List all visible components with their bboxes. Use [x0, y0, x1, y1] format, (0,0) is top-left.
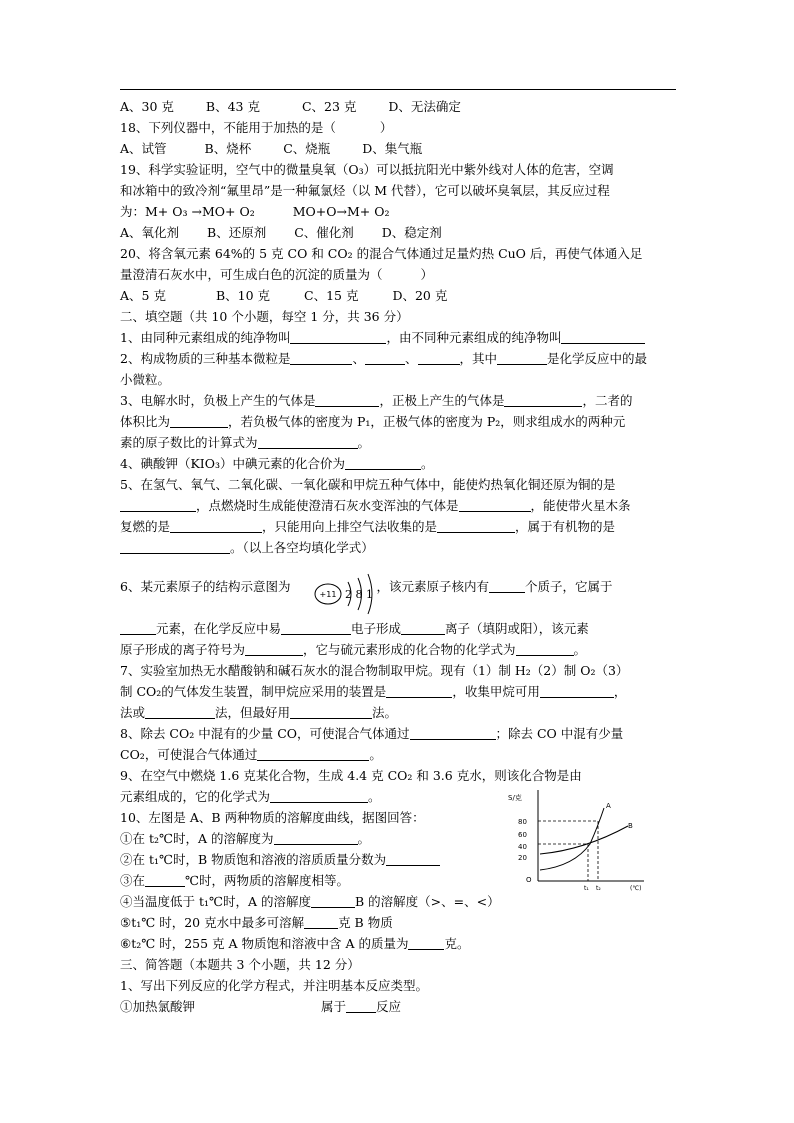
answer-blank[interactable]: [437, 520, 515, 533]
text: 。: [421, 456, 434, 471]
answer-blank[interactable]: [386, 853, 440, 866]
answer-blank[interactable]: [290, 352, 352, 365]
text: 2、构成物质的三种基本微粒是: [120, 351, 291, 366]
t1-label: t₁: [584, 885, 589, 892]
short-answer-1: 1、写出下列反应的化学方程式，并注明基本反应类型。: [120, 978, 428, 993]
option-c: C、催化剂: [294, 225, 354, 240]
text: 1、由同种元素组成的纯净物叫: [120, 330, 291, 345]
fill-10-6: [120, 935, 470, 953]
text: 离子（填阴或阳），该元素: [445, 621, 589, 636]
paren-close: ）: [420, 267, 434, 282]
t2-label: t₂: [596, 885, 601, 892]
answer-blank[interactable]: [408, 937, 444, 950]
text: 。: [369, 747, 382, 762]
text: ，: [613, 684, 627, 699]
answer-blank[interactable]: [170, 415, 228, 428]
fill-1: [120, 329, 645, 347]
option-b: B、10 克: [215, 288, 271, 303]
short-answer-1a: [120, 998, 401, 1016]
shell-electrons: 2 8 1: [345, 588, 373, 601]
text: ，它与硫元素形成的化合物的化学式为: [303, 642, 516, 657]
answer-blank[interactable]: [346, 1000, 376, 1013]
fill-5: 5、在氢气、氧气、二氧化碳、一氧化碳和甲烷五种气体中，能使灼热氧化铜还原为铜的是: [120, 477, 616, 492]
answer-blank[interactable]: [170, 520, 262, 533]
answer-blank[interactable]: [270, 790, 368, 803]
header-rule: [120, 89, 676, 90]
text: ，属于有机物的是: [515, 519, 616, 534]
fill-9-line2: [120, 788, 381, 806]
answer-blank[interactable]: [281, 622, 351, 635]
x-axis-unit: (℃): [630, 885, 642, 892]
answer-blank[interactable]: [410, 727, 496, 740]
text: 。: [357, 831, 371, 846]
option-b: B、烧杯: [204, 141, 252, 156]
text: 是化学反应中的最: [547, 351, 648, 366]
answer-blank[interactable]: [245, 643, 303, 656]
curve-a-label: A: [606, 802, 611, 810]
text: ⑥t₂℃ 时，255 克 A 物质饱和溶液中含 A 的质量为: [120, 936, 409, 951]
answer-blank[interactable]: [386, 685, 452, 698]
text: ④当温度低于 t₁℃时，A 的溶解度: [120, 894, 311, 909]
fill-5-line2: [120, 497, 631, 515]
text: 属于: [321, 999, 347, 1014]
question-text: 18、下列仪器中，不能用于加热的是（: [120, 120, 336, 135]
fill-2: [120, 350, 647, 368]
y-tick-label: 60: [518, 831, 527, 839]
answer-blank[interactable]: [120, 622, 156, 635]
fill-10: 10、左图是 A、B 两种物质的溶解度曲线，据图回答：: [120, 810, 425, 825]
q18-stem: [120, 119, 392, 137]
y-tick-label: 40: [518, 843, 527, 851]
fill-9: 9、在空气中燃烧 1.6 克某化合物，生成 4.4 克 CO₂ 和 3.6 克水，则该化合物是由: [120, 768, 582, 783]
answer-blank[interactable]: [258, 436, 358, 449]
text: 6、某元素原子的结构示意图为: [120, 579, 291, 594]
atom-structure-diagram: [312, 570, 392, 616]
option-a: A、5 克: [120, 288, 166, 303]
fill-10-2: [120, 851, 440, 869]
fill-3: [120, 392, 633, 410]
text: 。: [573, 642, 587, 657]
text: 、: [404, 351, 418, 366]
option-a: A、氧化剂: [120, 225, 180, 240]
q19-line2: 和冰箱中的致冷剂“氟里昂”是一种氟氯烃（以 M 代替），它可以破坏臭氧层，其反应过程: [120, 183, 610, 198]
text: 素的原子数比的计算式为: [120, 435, 258, 450]
fill-5-line3: [120, 518, 615, 536]
curve-b-label: B: [628, 822, 633, 830]
text: 。（以上各空均填化学式）: [230, 540, 374, 555]
answer-blank[interactable]: [345, 457, 421, 470]
answer-blank[interactable]: [311, 895, 355, 908]
text: ①在 t₂℃时，A 的溶解度为: [120, 831, 274, 846]
option-d: D、稳定剂: [381, 225, 442, 240]
q17-options: [120, 98, 461, 116]
text: 克。: [444, 936, 470, 951]
text: ，收集甲烷可用: [452, 684, 540, 699]
answer-blank[interactable]: [304, 916, 338, 929]
origin-label: O: [526, 876, 532, 884]
text: ，其中: [459, 351, 498, 366]
text: 法。: [372, 705, 398, 720]
text: ，点燃烧时生成能使澄清石灰水变浑浊的气体是: [196, 498, 459, 513]
fill-10-3: [120, 872, 349, 890]
answer-blank[interactable]: [459, 499, 531, 512]
curve-a: [540, 808, 604, 870]
text: ，只能用向上排空气法收集的是: [262, 519, 438, 534]
q18-options: [120, 140, 422, 158]
text: ，若负极气体的密度为 P₁，正极气体的密度为 P₂，则求组成水的两种元: [228, 414, 626, 429]
q20-line2: [120, 266, 433, 284]
fill-5-line4: [120, 539, 374, 557]
text: ，能使带火星木条: [530, 498, 631, 513]
q19-line1: 19、科学实验证明，空气中的微量臭氧（O₃）可以抵抗阳光中紫外线对人体的危害，空调: [120, 162, 614, 177]
text: ；除去 CO 中混有少量: [495, 726, 624, 741]
fill-6-line2: [120, 620, 589, 638]
text: B 的溶解度（>、=、<）: [355, 894, 500, 909]
text: 法，但最好用: [215, 705, 291, 720]
text: 。: [368, 789, 381, 804]
nucleus-charge: +11: [319, 590, 337, 599]
answer-blank[interactable]: [274, 832, 358, 845]
fill-4: [120, 455, 434, 473]
option-b: B、还原剂: [207, 225, 267, 240]
text: ，由不同种元素组成的纯净物叫: [386, 330, 562, 345]
text: 电子形成: [351, 621, 402, 636]
text: 3、电解水时，负极上产生的气体是: [120, 393, 316, 408]
answer-blank[interactable]: [540, 685, 614, 698]
y-tick-label: 80: [518, 818, 527, 826]
option-a: A、试管: [120, 141, 167, 156]
fill-6-line3: [120, 641, 586, 659]
answer-blank[interactable]: [257, 748, 369, 761]
paren-close: ）: [379, 120, 393, 135]
text: 体积比为: [120, 414, 171, 429]
text: ℃时，两物质的溶解度相等。: [185, 873, 349, 888]
answer-blank[interactable]: [120, 541, 230, 554]
text: 法或: [120, 705, 146, 720]
text: 。: [357, 435, 371, 450]
option-d: D、无法确定: [388, 99, 461, 114]
text: ，正极上产生的气体是: [379, 393, 505, 408]
curve-b: [540, 826, 628, 854]
answer-blank[interactable]: [290, 706, 372, 719]
text: 8、除去 CO₂ 中混有的少量 CO，可使混合气体通过: [120, 726, 410, 741]
fill-7: 7、实验室加热无水醋酸钠和碱石灰水的混合物制取甲烷。现有（1）制 H₂（2）制 O₂（3）: [120, 663, 629, 678]
q19-options: [120, 224, 442, 242]
text: ⑤t₁℃ 时，20 克水中最多可溶解: [120, 915, 305, 930]
answer-blank[interactable]: [145, 706, 215, 719]
answer-blank[interactable]: [145, 874, 185, 887]
text: CO₂，可使混合气体通过: [120, 747, 258, 762]
text: 原子形成的离子符号为: [120, 642, 246, 657]
text: 反应: [376, 999, 402, 1014]
question-text: 量澄清石灰水中，可生成白色的沉淀的质量为（: [120, 267, 383, 282]
text: ，二者的: [582, 393, 633, 408]
option-d: D、集气瓶: [362, 141, 423, 156]
option-c: C、烧瓶: [283, 141, 331, 156]
text: 个质子，它属于: [524, 579, 613, 594]
text: 元素组成的，它的化学式为: [120, 789, 271, 804]
text: ②在 t₁℃时，B 物质饱和溶液的溶质质量分数为: [120, 852, 387, 867]
fill-2-cont: 小微粒。: [120, 372, 171, 387]
text: 复燃的是: [120, 519, 171, 534]
option-a: A、30 克: [120, 99, 174, 114]
text: 制 CO₂的气体发生装置，制甲烷应采用的装置是: [120, 684, 387, 699]
answer-blank[interactable]: [315, 394, 379, 407]
y-axis-label: S/克: [508, 794, 522, 802]
text: 克 B 物质: [338, 915, 393, 930]
option-d: D、20 克: [392, 288, 448, 303]
text: ①加热氯酸钾: [120, 999, 196, 1014]
answer-blank[interactable]: [120, 499, 196, 512]
text: ③在: [120, 873, 146, 888]
fill-10-4: [120, 893, 500, 911]
fill-7-line3: [120, 704, 397, 722]
answer-blank[interactable]: [516, 643, 574, 656]
q20-options: [120, 287, 447, 305]
answer-blank[interactable]: [365, 352, 405, 365]
option-c: C、23 克: [301, 99, 357, 114]
answer-blank[interactable]: [489, 580, 525, 593]
text: 元素，在化学反应中易: [156, 621, 282, 636]
text: 、: [352, 351, 365, 366]
fill-10-1: [120, 830, 370, 848]
solubility-curve-graph: [494, 786, 654, 892]
reaction-2: MO+O→M+ O₂: [292, 204, 390, 219]
section-heading: 二、填空题（共 10 个小题，每空 1 分，共 36 分）: [120, 309, 409, 324]
answer-blank[interactable]: [401, 622, 445, 635]
fill-8: [120, 725, 623, 743]
fill-10-5: [120, 914, 393, 932]
text: ，该元素原子核内有: [376, 579, 489, 594]
answer-blank[interactable]: [497, 352, 547, 365]
fill-3-line2: [120, 413, 625, 431]
option-b: B、43 克: [205, 99, 260, 114]
fill-3-line3: [120, 434, 370, 452]
answer-blank[interactable]: [504, 394, 582, 407]
q19-line3: [120, 203, 389, 221]
option-c: C、15 克: [304, 288, 359, 303]
section-heading: 三、简答题（本题共 3 个小题，共 12 分）: [120, 957, 360, 972]
fill-8-line2: [120, 746, 382, 764]
q20-line1: 20、将含氧元素 64%的 5 克 CO 和 CO₂ 的混合气体通过足量灼热 CuO 后，再使气体通入足: [120, 246, 643, 261]
reaction-1: 为：M+ O₃ →MO+ O₂: [120, 204, 255, 219]
text: 4、碘酸钾（KIO₃）中碘元素的化合价为: [120, 456, 345, 471]
answer-blank[interactable]: [290, 331, 386, 344]
fill-7-line2: [120, 683, 626, 701]
y-tick-label: 20: [518, 854, 527, 862]
answer-blank[interactable]: [561, 331, 645, 344]
answer-blank[interactable]: [418, 352, 460, 365]
